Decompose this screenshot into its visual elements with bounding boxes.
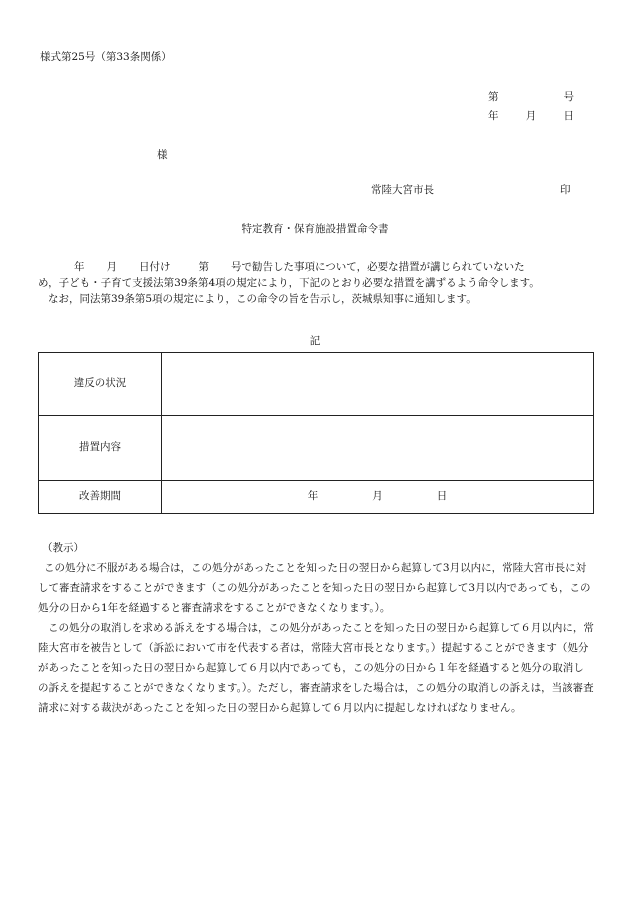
notice-paragraph-1: この処分に不服がある場合は，この処分があったことを知った日の翌日から起算して3月以内に，常陸大宮市長に対して審査請求をすることができます（この処分があったことを知った日の翌日から起算して3月以内であっても，この処分の日から1年を経過すると審査請求をすることができなくなります。）。 [38,562,591,614]
number-prefix: 第 [488,91,499,103]
addressee-suffix: 様 [157,149,168,161]
violation-label: 違反の状況 [39,353,162,416]
period-value [162,481,594,514]
measure-label: 措置内容 [39,416,162,481]
measure-value [162,416,594,481]
date-month: 月 [525,110,537,122]
period-year: 年 [307,490,319,503]
document-title: 特定教育・保育施設措置命令書 [241,223,389,235]
table-row [39,353,594,416]
period-label: 改善期間 [39,481,162,514]
date-day: 日 [563,110,574,122]
ki-heading: 記 [309,335,321,347]
body-dated: 日付け [139,261,171,273]
body-line1-rest: 号で勧告した事項について，必要な措置が講じられていないた [231,261,525,273]
table-row [39,481,594,514]
notice-body [38,558,594,718]
order-body [38,260,588,307]
body-paragraph-2: なお，同法第39条第5項の規定により，この命令の旨を告示し，茨城県知事に通知します。 [48,292,477,305]
body-no: 第 [198,261,209,273]
order-table [38,352,594,514]
date-year: 年 [488,110,499,122]
body-year: 年 [74,261,85,273]
table-row [39,416,594,481]
body-line-2: め，子ども・子育て支援法第39条第4項の規定により，下記のとおり必要な措置を講ずるよう命令します。 [38,276,540,289]
document-date [488,109,574,125]
body-line-1 [38,260,588,276]
notice-heading: （教示） [42,542,84,554]
body-month: 月 [106,261,117,273]
issuer-name: 常陸大宮市長 [371,184,434,196]
period-day: 日 [436,490,448,503]
document-number [488,90,574,106]
form-number-label: 様式第25号（第33条関係） [40,51,172,63]
seal-mark: 印 [560,184,571,196]
number-suffix: 号 [563,91,574,103]
period-month: 月 [372,490,383,503]
violation-value [162,353,594,416]
notice-paragraph-2: この処分の取消しを求める訴えをする場合は，この処分があったことを知った日の翌日から起算して６月以内に，常陸大宮市を被告として（訴訟において市を代表する者は，常陸大宮市長となります。）提起することができます（処分があったことを知った日の翌日から起算して６月以内であっても，この処分の日から１年を経過すると処分の取消しの訴えを提起することができなくなります。）。ただし，審査請求をした場合は，この処分の取消しの訴えは，当該審査請求に対する裁決があったことを知った日の翌日から起算して６月以内に提起しなければなりません。 [38,622,594,714]
